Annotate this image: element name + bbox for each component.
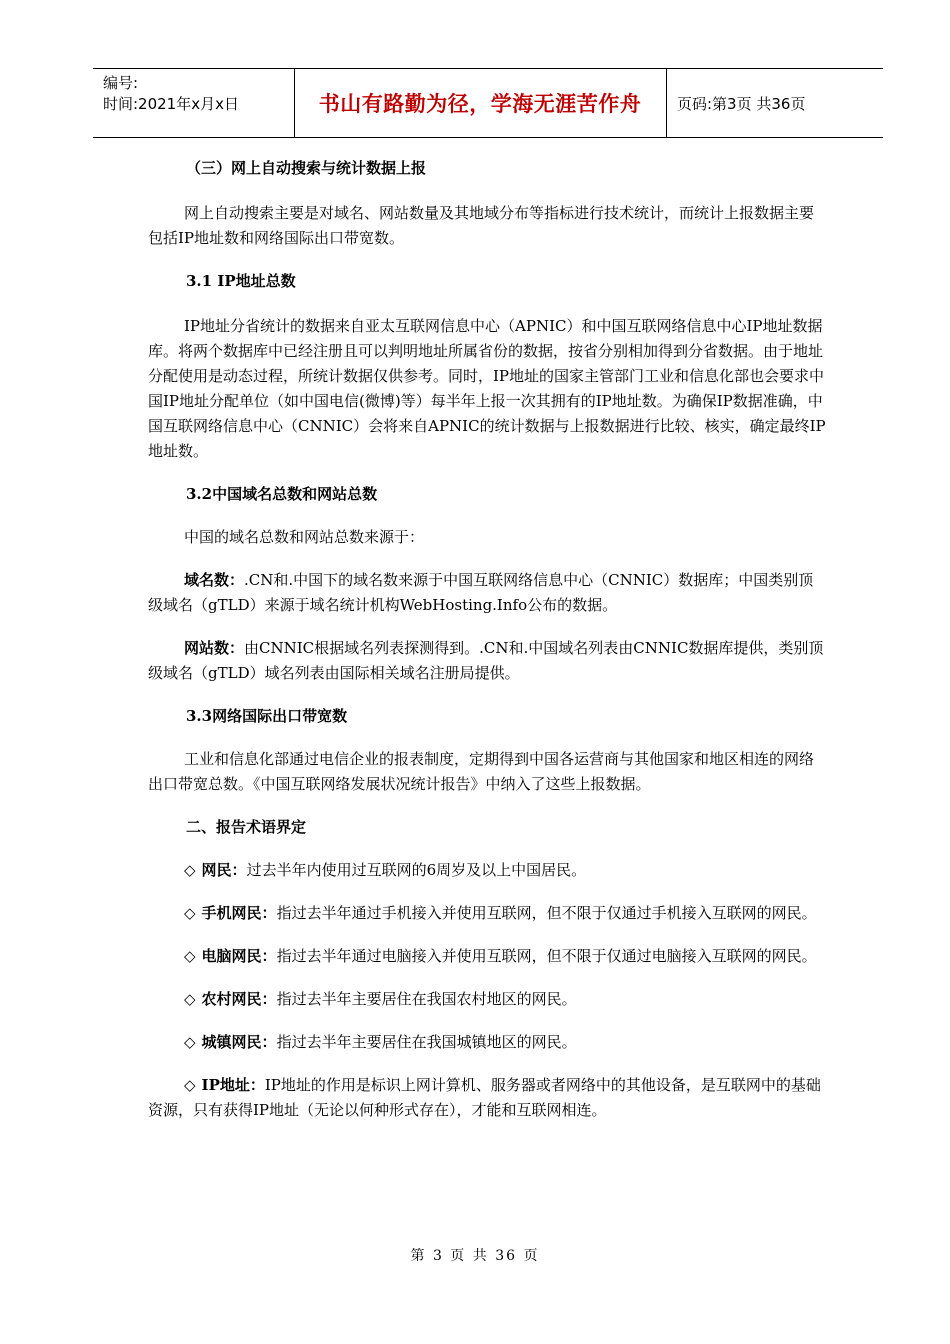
paragraph: 网上自动搜索主要是对域名、网站数量及其地域分布等指标进行技术统计，而统计上报数据主要包括IP地址数和网络国际出口带宽数。 xyxy=(148,204,815,247)
term-label: 城镇网民： xyxy=(201,1033,277,1051)
diamond-bullet-icon: ◇ xyxy=(184,861,196,879)
term-item xyxy=(148,901,828,926)
domain-count-label: 域名数： xyxy=(184,571,245,589)
term-text: 过去半年内使用过互联网的6周岁及以上中国居民。 xyxy=(246,861,587,879)
term-item xyxy=(148,987,828,1012)
document-body xyxy=(148,156,828,1123)
section-heading: （三）网上自动搜索与统计数据上报 xyxy=(186,159,427,177)
term-text: 指过去半年主要居住在我国农村地区的网民。 xyxy=(276,990,577,1008)
term-item xyxy=(148,1030,828,1055)
header-meta-cell xyxy=(93,69,295,137)
site-count-text: 由CNNIC根据域名列表探测得到。.CN和.中国域名列表由CNNIC数据库提供，类别顶级域名（gTLD）域名列表由国际相关域名注册局提供。 xyxy=(148,639,824,682)
diamond-bullet-icon: ◇ xyxy=(184,1033,196,1051)
term-label: 网民： xyxy=(201,861,247,879)
page-code: 页码:第3页 共36页 xyxy=(677,94,806,113)
time-label: 时间:2021年x月x日 xyxy=(103,95,239,113)
term-label: 电脑网民： xyxy=(201,947,277,965)
paragraph: 工业和信息化部通过电信企业的报表制度，定期得到中国各运营商与其他国家和地区相连的网络出口带宽总数。《中国互联网络发展状况统计报告》中纳入了这些上报数据。 xyxy=(148,750,815,793)
page-header xyxy=(93,68,883,138)
diamond-bullet-icon: ◇ xyxy=(184,904,196,922)
term-label: 农村网民： xyxy=(201,990,277,1008)
section-heading: 3.3网络国际出口带宽数 xyxy=(186,707,348,725)
section-heading: 二、报告术语界定 xyxy=(186,818,307,836)
term-item xyxy=(148,1073,828,1123)
section-heading: 3.1 IP地址总数 xyxy=(186,272,296,290)
term-item xyxy=(148,858,828,883)
term-item xyxy=(148,944,828,969)
domain-count-text: .CN和.中国下的域名数来源于中国互联网络信息中心（CNNIC）数据库；中国类别顶级域名（gTLD）来源于域名统计机构WebHosting.Info公布的数据。 xyxy=(148,571,814,614)
term-label: IP地址： xyxy=(201,1076,265,1094)
term-label: 手机网民： xyxy=(201,904,277,922)
site-count-label: 网站数： xyxy=(184,639,245,657)
diamond-bullet-icon: ◇ xyxy=(184,990,196,1008)
term-text: 指过去半年主要居住在我国城镇地区的网民。 xyxy=(276,1033,577,1051)
page-footer: 第 3 页 共 36 页 xyxy=(410,1248,540,1264)
header-page-cell xyxy=(667,69,883,137)
diamond-bullet-icon: ◇ xyxy=(184,947,196,965)
paragraph: 中国的域名总数和网站总数来源于： xyxy=(184,528,425,546)
term-text: 指过去半年通过手机接入并使用互联网，但不限于仅通过手机接入互联网的网民。 xyxy=(276,904,817,922)
paragraph xyxy=(148,568,828,618)
motto-text: 书山有路勤为径，学海无涯苦作舟 xyxy=(318,92,642,116)
term-text: IP地址的作用是标识上网计算机、服务器或者网络中的其他设备，是互联网中的基础资源，只有获得IP地址（无论以何种形式存在），才能和互联网相连。 xyxy=(148,1076,821,1119)
header-motto-cell xyxy=(294,69,667,137)
diamond-bullet-icon: ◇ xyxy=(184,1076,196,1094)
number-label: 编号: xyxy=(103,74,139,92)
paragraph xyxy=(148,636,828,686)
term-text: 指过去半年通过电脑接入并使用互联网，但不限于仅通过电脑接入互联网的网民。 xyxy=(276,947,817,965)
paragraph: IP地址分省统计的数据来自亚太互联网信息中心（APNIC）和中国互联网络信息中心IP地址数据库。将两个数据库中已经注册且可以判明地址所属省份的数据，按省分别相加得到分省数据。由于地址分配使用是动态过程，所统计数据仅供参考。同时，IP地址的国家主管部门工业和信息化部也会要求中国IP地址分配单位（如中国电信(微博)等）每半年上报一次其拥有的IP地址数。为确保IP数据准确，中国互联网络信息中心（CNNIC）会将来自APNIC的统计数据与上报数据进行比较、核实，确定最终IP地址数。 xyxy=(148,317,826,460)
section-heading: 3.2中国域名总数和网站总数 xyxy=(186,485,378,503)
